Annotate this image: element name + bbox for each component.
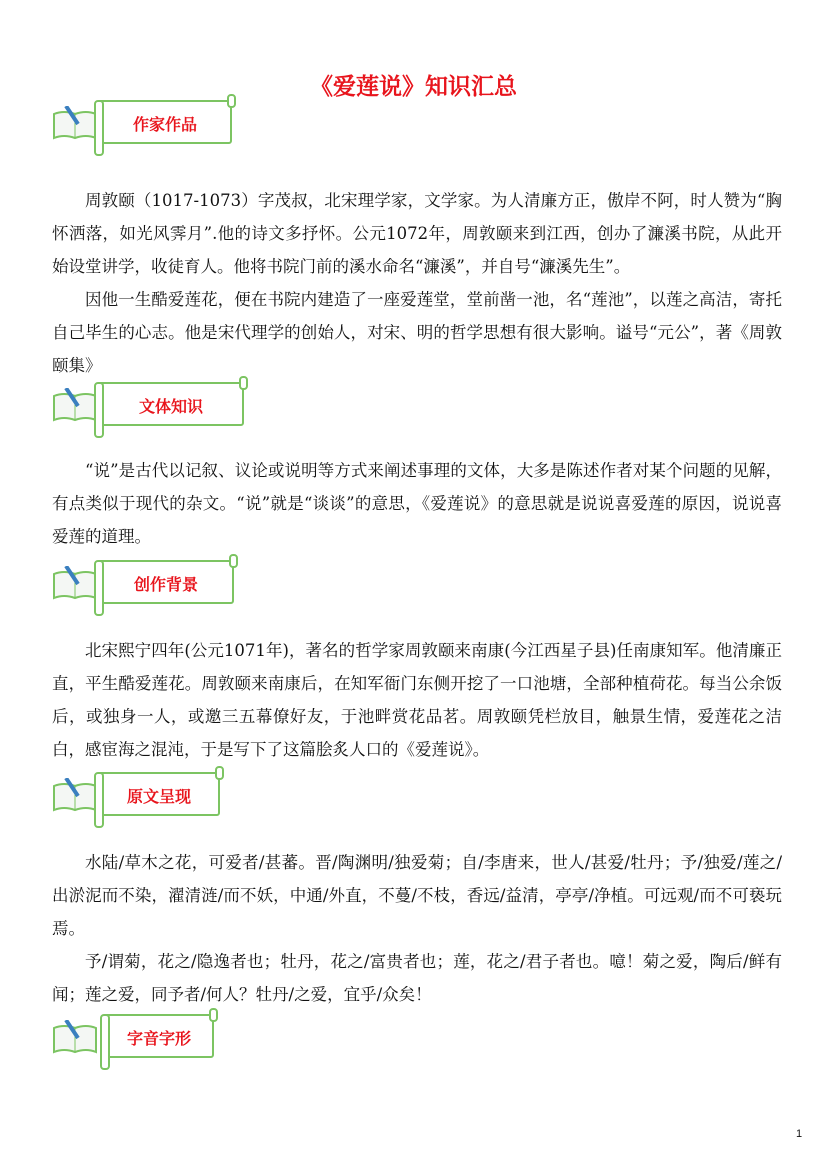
section-body-author: [52, 184, 782, 382]
heading-label: 作家作品: [132, 115, 197, 134]
book-pencil-icon: [52, 566, 98, 602]
book-pencil-icon: [52, 388, 98, 424]
page-title: 《爱莲说》知识汇总: [310, 74, 517, 100]
book-pencil-icon: [52, 778, 98, 814]
heading-label: 创作背景: [133, 575, 198, 594]
page-number: 1: [796, 1128, 803, 1140]
paragraph: 周敦颐（1017-1073）字茂叔，北宋理学家，文学家。为人清廉方正，傲岸不阿，时人赞为“胸怀洒落，如光风霁月”.他的诗文多抒怀。公元1072年，周敦颐来到江西，创办了濂溪书院，从此开始设堂讲学，收徒育人。他将书院门前的溪水命名“濂溪”，并自号“濂溪先生”。: [52, 191, 782, 276]
heading-label: 字音字形: [126, 1029, 191, 1048]
section-body-genre: [52, 454, 782, 553]
paragraph: 水陆/草木之花，可爱者/甚蕃。晋/陶渊明/独爱菊；自/李唐来，世人/甚爱/牡丹；予/独爱/莲之/出淤泥而不染，濯清涟/而不妖，中通/外直，不蔓/不枝，香远/益清，亭亭/净植。可远观/而不可亵玩焉。: [52, 853, 782, 938]
heading-label: 原文呈现: [126, 787, 191, 806]
paragraph: 因他一生酷爱莲花，便在书院内建造了一座爱莲堂，堂前凿一池，名“莲池”，以莲之高洁，寄托自己毕生的心志。他是宋代理学的创始人，对宋、明的哲学思想有很大影响。谥号“元公”，著《周敦颐集》: [52, 290, 782, 375]
section-body-background: [52, 634, 782, 766]
heading-label: 文体知识: [138, 397, 203, 416]
paragraph: 予/谓菊，花之/隐逸者也；牡丹，花之/富贵者也；莲，花之/君子者也。噫！菊之爱，陶后/鲜有闻；莲之爱，同予者/何人？牡丹/之爱，宜乎/众矣！: [52, 952, 782, 1004]
paragraph: 北宋熙宁四年(公元1071年)，著名的哲学家周敦颐来南康(今江西星子县)任南康知军。他清廉正直，平生酷爱莲花。周敦颐来南康后，在知军衙门东侧开挖了一口池塘，全部种植荷花。每当公余饭后，或独身一人，或邀三五幕僚好友，于池畔赏花品茗。周敦颐凭栏放目，触景生情，爱莲花之洁白，感宦海之混沌，于是写下了这篇脍炙人口的《爱莲说》。: [52, 641, 782, 759]
book-pencil-icon: [52, 106, 98, 142]
section-body-original-text: [52, 846, 782, 1011]
paragraph: “说”是古代以记叙、议论或说明等方式来阐述事理的文体，大多是陈述作者对某个问题的见解，有点类似于现代的杂文。“说”就是“谈谈”的意思，《爱莲说》的意思就是说说喜爱莲的原因，说说喜爱莲的道理。: [52, 461, 782, 546]
book-pencil-icon: [52, 1020, 98, 1056]
